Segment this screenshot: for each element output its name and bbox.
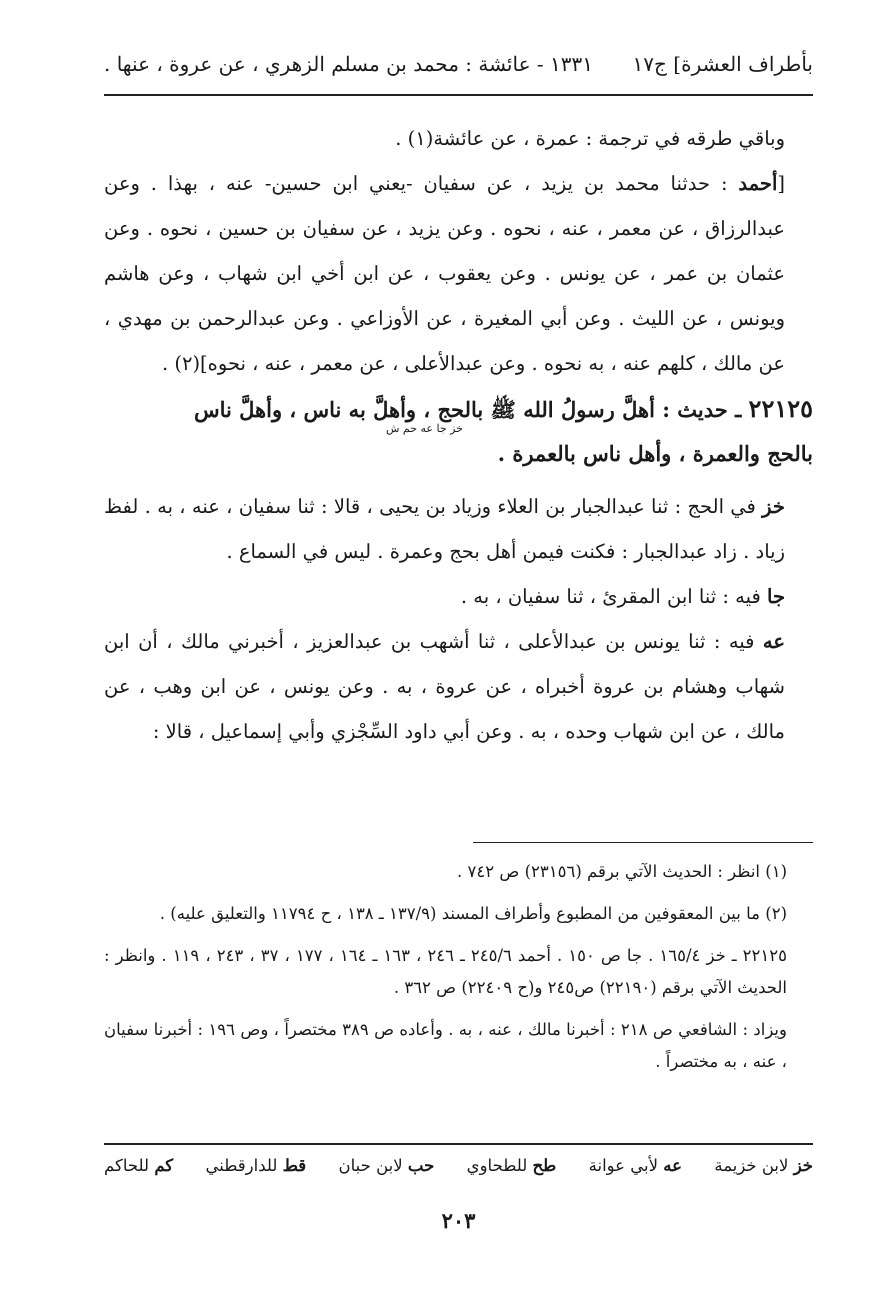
abbr-item: خز لابن خزيمة [714, 1156, 813, 1175]
hadith-sigla: خز جا عه حم ش [385, 422, 463, 435]
paragraph-khuz [104, 484, 813, 574]
source-khuz: خز [762, 495, 785, 518]
hadith-heading-line2: بالحج والعمرة ، وأهل ناس بالعمرة . [497, 441, 813, 466]
header-rule [104, 94, 813, 96]
abbr-item: كم للحاكم [104, 1156, 174, 1175]
header-volume-title: بأطراف العشرة] ج١٧ [632, 52, 813, 76]
footnotes [104, 856, 813, 1088]
hadith-heading-line1: ـ حديث : أهلَّ رسولُ الله ﷺ بالحج ، وأهلَّ به ناس ، وأهلَّ ناس [193, 397, 749, 422]
footnote-additions: ويزاد : الشافعي ص ٢١٨ : أخبرنا مالك ، عنه ، به . وأعاده ص ٣٨٩ مختصراً ، وص ١٩٦ : أخبرنا سفيان ، عنه ، به مختصراً . [104, 1020, 787, 1071]
paragraph-ahmad-text: : حدثنا محمد بن يزيد ، عن سفيان -يعني ابن حسين- عنه ، بهذا . وعن عبدالرزاق ، عن معمر ، عنه ، نحوه . وعن يزيد ، عن سفيان بن حسين ، نحوه . وعن عثمان بن عمر ، عن يونس . وعن يعقوب ، عن ابن أخي ابن شهاب ، وعن هاشم ويونس ، عن الليث . وعن أبي المغيرة ، عن الأوزاعي . وعن عبدالرحمن بن مهدي ، عن مالك ، كلهم عنه ، به نحوه . وعن عبدالأعلى ، عن معمر ، عنه ، نحوه](٢) . [104, 172, 785, 375]
page-number: ٢٠٣ [441, 1208, 476, 1233]
paragraph-khuz-text: في الحج : ثنا عبدالجبار بن العلاء وزياد بن يحيى ، قالا : ثنا سفيان ، عنه ، به . لفظ زياد . زاد عبدالجبار : فكنت فيمن أهل بحج وعمرة . ليس في السماع . [104, 495, 785, 563]
main-text [104, 116, 813, 754]
abbr-item: حب لابن حبان [338, 1156, 435, 1175]
footnote-1: (١) انظر : الحديث الآتي برقم (٢٣١٥٦) ص ٧٤٢ . [457, 862, 787, 881]
footnote-references: ٢٢١٢٥ ـ خز ١٦٥/٤ . جا ص ١٥٠ . أحمد ٢٤٥/٦ ـ ٢٤٦ ، ١٦٣ ـ ١٦٤ ، ١٧٧ ، ٣٧ ، ٢٤٣ ، ١١٩ . وانظر : الحديث الآتي برقم (٢٢١٩٠) ص٢٤٥ و(ح ٢٢٤٠٩) ص ٣٦٢ . [104, 946, 787, 997]
paragraph-ja-text: فيه : ثنا ابن المقرئ ، ثنا سفيان ، به . [460, 585, 767, 608]
abbr-item: عه لأبي عوانة [588, 1156, 682, 1175]
paragraph-remaining-routes: وباقي طرقه في ترجمة : عمرة ، عن عائشة(١) . [395, 127, 785, 150]
running-header [104, 52, 813, 88]
paragraph-ah [104, 619, 813, 754]
source-ah: عه [762, 630, 785, 653]
abbr-item: طح للطحاوي [466, 1156, 557, 1175]
paragraph-ja [104, 574, 813, 619]
footnote-rule [473, 842, 813, 843]
source-ahmad: أحمد [738, 172, 778, 195]
bracket-open: [ [777, 172, 785, 195]
footnote-2: (٢) ما بين المعقوفين من المطبوع وأطراف المسند (١٣٧/٩ ـ ١٣٨ ، ح ١١٧٩٤ والتعليق عليه) . [159, 904, 787, 923]
abbreviation-key [104, 1156, 813, 1175]
hadith-number: ٢٢١٢٥ [748, 394, 813, 423]
abbr-item: قط للدارقطني [205, 1156, 307, 1175]
footer-rule [104, 1143, 813, 1145]
paragraph-ah-text: فيه : ثنا يونس بن عبدالأعلى ، ثنا أشهب بن عبدالعزيز ، أخبرني مالك ، أن ابن شهاب وهشام بن عروة أخبراه ، عن عروة ، به . وعن يونس ، عن ابن وهب ، عن مالك ، عن ابن شهاب وحده ، به . وعن أبي داود السِّجْزي وأبي إسماعيل ، قالا : [104, 630, 785, 743]
header-chapter-title: ١٣٣١ - عائشة : محمد بن مسلم الزهري ، عن عروة ، عنها . [104, 52, 593, 76]
source-ja: جا [767, 585, 785, 608]
hadith-heading [104, 388, 813, 434]
paragraph-ahmad [104, 161, 813, 386]
